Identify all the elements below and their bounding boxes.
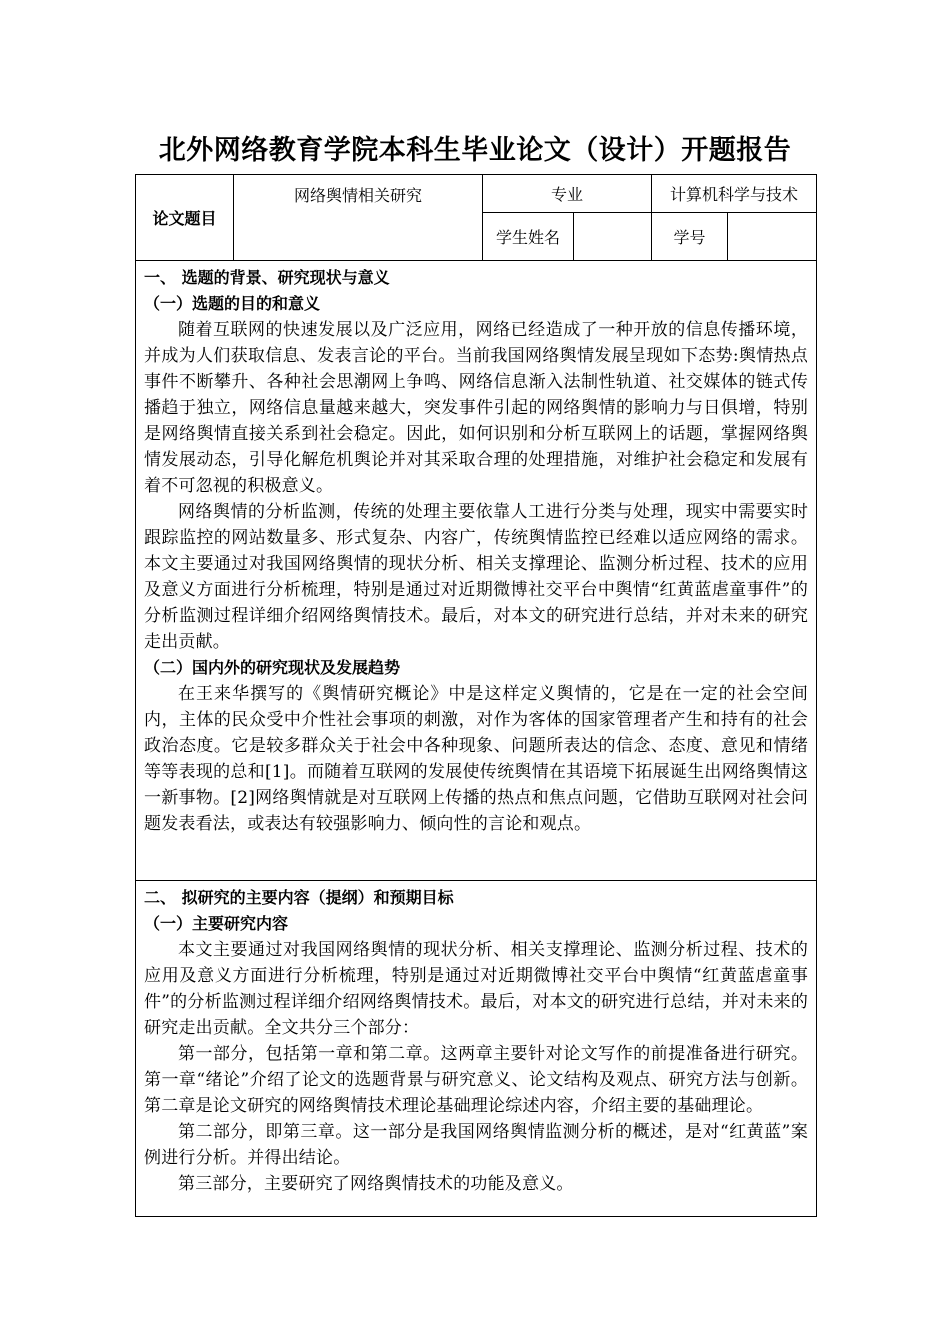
section1-heading: 一、 选题的背景、研究现状与意义 bbox=[144, 268, 390, 287]
section2-paragraph: 第二部分，即第三章。这一部分是我国网络舆情监测分析的概述，是对“红黄蓝”案例进行分析。并得出结论。 bbox=[144, 1122, 809, 1168]
thesis-title-label: 论文题目 bbox=[136, 175, 234, 261]
student-name-value bbox=[574, 213, 652, 261]
major-value: 计算机科学与技术 bbox=[652, 175, 817, 213]
student-id-value bbox=[728, 213, 817, 261]
section1-paragraph: 随着互联网的快速发展以及广泛应用，网络已经造成了一种开放的信息传播环境，并成为人们获取信息、发表言论的平台。当前我国网络舆情发展呈现如下态势:舆情热点事件不断攀升、各种社会思潮网上争鸣、网络信息渐入法制性轨道、社交媒体的链式传播趋于独立，网络信息量越来越大，突发事件引起的网络舆情的影响力与日俱增，特别是网络舆情直接关系到社会稳定。因此，如何识别和分析互联网上的话题，掌握网络舆情发展动态，引导化解危机舆论并对其采取合理的处理措施，对维护社会稳定和发展有着不可忽视的积极意义。 bbox=[144, 320, 809, 496]
section2-paragraph: 本文主要通过对我国网络舆情的现状分析、相关支撑理论、监测分析过程、技术的应用及意义方面进行分析梳理，特别是通过对近期微博社交平台中舆情“红黄蓝虐童事件”的分析监测过程详细介绍网络舆情技术。最后，对本文的研究进行总结，并对未来的研究走出贡献。全文共分三个部分： bbox=[144, 940, 809, 1038]
section2-paragraph: 第一部分，包括第一章和第二章。这两章主要针对论文写作的前提准备进行研究。第一章“绪论”介绍了论文的选题背景与研究意义、论文结构及观点、研究方法与创新。第二章是论文研究的网络舆情技术理论基础理论综述内容，介绍主要的基础理论。 bbox=[144, 1044, 809, 1116]
section2-paragraph: 第三部分，主要研究了网络舆情技术的功能及意义。 bbox=[178, 1174, 574, 1194]
student-name-label: 学生姓名 bbox=[483, 213, 574, 261]
major-label: 专业 bbox=[483, 175, 652, 213]
document-title: 北外网络教育学院本科生毕业论文（设计）开题报告 bbox=[158, 135, 792, 166]
section-content bbox=[136, 881, 817, 1217]
section1-paragraph: 网络舆情的分析监测，传统的处理主要依靠人工进行分类与处理，现实中需要实时跟踪监控的网站数量多、形式复杂、内容广，传统舆情监控已经难以适应网络的需求。本文主要通过对我国网络舆情的现状分析、相关支撑理论、监测分析过程、技术的应用及意义方面进行分析梳理，特别是通过对近期微博社交平台中舆情“红黄蓝虐童事件”的分析监测过程详细介绍网络舆情技术。最后，对本文的研究进行总结，并对未来的研究走出贡献。 bbox=[144, 502, 809, 652]
section1-subheading-purpose: （一）选题的目的和意义 bbox=[144, 294, 321, 313]
section1-paragraph: 在王来华撰写的《舆情研究概论》中是这样定义舆情的，它是在一定的社会空间内，主体的民众受中介性社会事项的刺激，对作为客体的国家管理者产生和持有的社会政治态度。它是较多群众关于社会中各种现象、问题所表达的信念、态度、意见和情绪等等表现的总和[1]。而随着互联网的发展使传统舆情在其语境下拓展诞生出网络舆情这一新事物。[2]网络舆情就是对互联网上传播的热点和焦点问题，它借助互联网对社会问题发表看法，或表达有较强影响力、倾向性的言论和观点。 bbox=[144, 684, 809, 834]
student-id-label: 学号 bbox=[652, 213, 728, 261]
section1-subheading-status: （二）国内外的研究现状及发展趋势 bbox=[144, 658, 401, 677]
section2-heading: 二、 拟研究的主要内容（提纲）和预期目标 bbox=[144, 888, 454, 907]
section2-subheading-content: （一）主要研究内容 bbox=[144, 914, 289, 933]
proposal-table bbox=[135, 174, 817, 1217]
section-background bbox=[136, 261, 817, 881]
thesis-title-value: 网络舆情相关研究 bbox=[234, 175, 483, 261]
